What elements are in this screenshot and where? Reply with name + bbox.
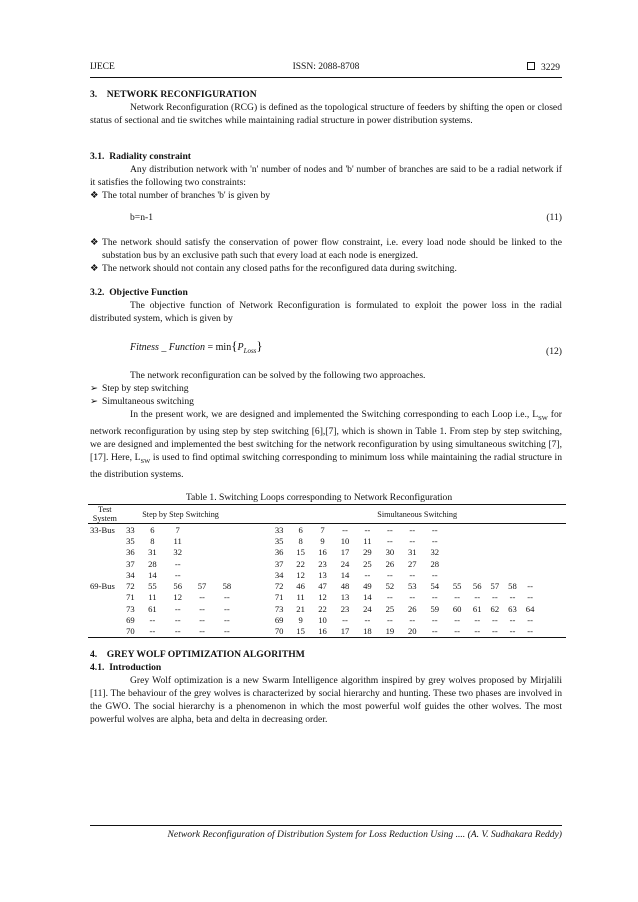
simul-cell: -- [527, 592, 533, 603]
step-cell: -- [174, 615, 181, 626]
step-cell [214, 535, 239, 546]
simul-cell: 14 [363, 592, 372, 603]
step-cell: 28 [148, 558, 157, 569]
simul-cell: 63 [508, 603, 517, 614]
simul-cell: 21 [296, 603, 305, 614]
simul-cell: 17 [340, 547, 350, 558]
gap-cell [240, 535, 269, 546]
simul-cell: -- [474, 615, 481, 626]
simul-cell [521, 535, 539, 546]
section-3-heading: 3. NETWORK RECONFIGURATION [90, 89, 257, 100]
simul-cell: 18 [363, 626, 372, 637]
simul-cell [468, 547, 486, 558]
step-cell [214, 524, 239, 536]
step-cell: 69 [126, 615, 135, 626]
table-row [88, 580, 566, 591]
simul-cell: -- [454, 592, 461, 603]
bullet-item [90, 262, 562, 275]
table-caption: Table 1. Switching Loops corresponding to Network Reconfiguration [185, 492, 453, 503]
bullet-text: The total number of branches 'b' is given by [102, 190, 271, 201]
simul-cell: -- [491, 592, 498, 603]
simul-cell: 32 [430, 547, 440, 558]
simul-cell: -- [431, 615, 438, 626]
page-number-block [527, 62, 560, 73]
system-cell [88, 547, 122, 558]
step-cell: -- [149, 615, 156, 626]
step-cell: 72 [126, 581, 135, 592]
gap-cell [240, 558, 269, 569]
simul-cell: 23 [318, 558, 327, 569]
simul-cell [504, 535, 522, 546]
step-cell: 14 [148, 569, 157, 580]
simul-cell: 64 [525, 603, 535, 614]
step-cell [214, 569, 239, 580]
step-cell: 6 [150, 524, 155, 535]
simul-cell: 22 [318, 603, 327, 614]
simul-cell: 26 [385, 558, 395, 569]
simul-cell: 24 [340, 558, 350, 569]
step-cell [190, 535, 214, 546]
step-cell: 55 [148, 581, 157, 592]
simul-cell [468, 569, 486, 580]
simul-cell [539, 524, 556, 536]
gap-cell [240, 547, 269, 558]
simul-cell: 25 [363, 558, 372, 569]
step-cell: -- [199, 592, 205, 603]
simul-cell: -- [527, 615, 533, 626]
section-4-heading: 4. GREY WOLF OPTIMIZATION ALGORITHM [90, 649, 305, 660]
simul-cell [446, 558, 468, 569]
step-cell [190, 547, 214, 558]
step-cell: -- [149, 626, 156, 637]
simul-cell: 28 [430, 558, 440, 569]
simul-cell: 34 [274, 569, 284, 580]
simul-cell: 16 [318, 547, 327, 558]
simul-cell: -- [409, 569, 416, 580]
simul-cell: 35 [274, 535, 284, 546]
section-4 [90, 648, 562, 726]
equation-11-number: (11) [546, 212, 562, 223]
simul-cell [504, 524, 522, 536]
simul-cell [468, 535, 486, 546]
table-row [88, 524, 566, 536]
simul-cell: 36 [274, 547, 284, 558]
system-cell: 69-Bus [90, 581, 115, 592]
simul-cell: 69 [274, 615, 284, 626]
simul-cell: -- [386, 524, 393, 535]
simul-cell [521, 524, 539, 536]
simul-cell: 56 [472, 581, 482, 592]
simul-cell: 10 [340, 535, 350, 546]
switching-table [88, 504, 566, 638]
simul-cell: -- [342, 524, 348, 535]
simul-cell: 60 [452, 603, 462, 614]
table-row [88, 569, 566, 580]
arrow-bullet-icon: ➢ [90, 383, 99, 394]
simul-cell [486, 524, 504, 536]
system-cell [88, 626, 122, 638]
step-cell: -- [174, 603, 181, 614]
simul-cell: -- [527, 581, 533, 592]
system-cell [88, 592, 122, 603]
simul-cell: -- [431, 569, 438, 580]
step-cell [214, 558, 239, 569]
simul-cell: 29 [363, 547, 372, 558]
checkbox-icon [527, 62, 535, 70]
simul-cell: 13 [340, 592, 350, 603]
simul-cell: 31 [408, 547, 417, 558]
step-cell: -- [199, 626, 205, 637]
step-cell: 71 [126, 592, 135, 603]
simul-cell: 52 [385, 581, 395, 592]
simul-cell [468, 524, 486, 536]
simul-cell: -- [342, 615, 348, 626]
simul-cell [521, 547, 539, 558]
journal-name: IJECE [90, 62, 115, 72]
table-row [88, 592, 566, 603]
simul-cell [521, 558, 539, 569]
step-cell: -- [174, 558, 181, 569]
simul-cell: 55 [452, 581, 462, 592]
simul-cell: 14 [340, 569, 350, 580]
simul-cell: -- [509, 626, 516, 637]
simul-cell: 25 [385, 603, 395, 614]
header-step-switching: Step by Step Switching [142, 509, 219, 519]
simul-cell [539, 558, 556, 569]
bullet-item [90, 236, 562, 262]
simul-cell: 15 [296, 626, 305, 637]
approach-item [90, 382, 562, 395]
step-cell [190, 558, 214, 569]
simul-cell: -- [364, 524, 371, 535]
step-cell: -- [224, 615, 230, 626]
simul-cell: 47 [318, 581, 327, 592]
section-3-2 [90, 286, 562, 325]
simul-cell [468, 558, 486, 569]
system-cell [88, 614, 122, 625]
simul-cell: 9 [298, 615, 303, 626]
gap-cell [240, 603, 269, 614]
simul-cell: -- [509, 615, 516, 626]
simul-cell [446, 524, 468, 536]
arrow-bullet-icon: ➢ [90, 396, 99, 407]
approach-item [90, 395, 562, 408]
simul-cell [521, 569, 539, 580]
simul-cell: -- [386, 569, 393, 580]
step-cell: 7 [175, 524, 180, 535]
simul-cell: -- [386, 615, 393, 626]
diamond-bullet-icon: ❖ [90, 190, 99, 201]
section-3-1 [90, 150, 562, 202]
equation-11: b=n-1 [130, 212, 153, 223]
step-cell: 34 [126, 569, 135, 580]
bullet-text: The network should satisfy the conservation of power flow constraint, i.e. every load node should be linked to the substation bus by an exclusive path such that every load at each node is energized. [102, 237, 562, 261]
bullet-text: The network should not contain any closed paths for the reconfigured data during switching. [102, 263, 457, 274]
simul-cell: -- [431, 592, 438, 603]
step-cell: 73 [126, 603, 135, 614]
step-cell: 56 [173, 581, 182, 592]
simul-cell: 19 [385, 626, 395, 637]
system-cell [88, 558, 122, 569]
step-cell: -- [174, 569, 181, 580]
step-cell: -- [199, 615, 205, 626]
header-test-system: Test System [92, 505, 117, 523]
simul-cell [446, 547, 468, 558]
simul-cell [504, 558, 522, 569]
simul-cell: -- [409, 524, 416, 535]
simul-cell: 62 [490, 603, 500, 614]
simul-cell: -- [386, 592, 393, 603]
simul-cell [539, 614, 556, 625]
simul-cell: 12 [318, 592, 327, 603]
simul-cell [486, 547, 504, 558]
simul-cell: 11 [363, 535, 372, 546]
simul-cell: 22 [296, 558, 305, 569]
step-cell: 33 [126, 524, 135, 535]
system-cell: 33-Bus [90, 524, 115, 535]
step-cell: 37 [126, 558, 135, 569]
simul-cell: 72 [274, 581, 284, 592]
gap-cell [240, 592, 269, 603]
present-work-paragraph: In the present work, we are designed and implemented the Switching corresponding to each Loop i.e., $L_{SW}$ for network reconfiguration by using step by step switching [6],[7], which is shown in Table 1. From step by step switching, we are designed and implemented the best switching for the network reconfiguration by using simultaneous switching [7],[17]. Here, $L_{SW}$ is used to find optimal switching corresponding to minimum loss while maintaining the radial structure in the distribution systems. [90, 409, 563, 480]
simul-cell: 20 [408, 626, 417, 637]
step-cell: 57 [197, 581, 207, 592]
simul-cell: -- [431, 535, 438, 546]
step-cell: 32 [173, 547, 182, 558]
simul-cell: 15 [296, 547, 305, 558]
step-cell: -- [224, 592, 230, 603]
simul-cell [539, 569, 556, 580]
step-cell: 35 [126, 535, 135, 546]
simul-cell: 71 [274, 592, 284, 603]
equation-12-p: P [237, 342, 244, 353]
gap-cell [240, 614, 269, 625]
simul-cell [446, 569, 468, 580]
simul-cell: 53 [408, 581, 417, 592]
simul-cell [446, 535, 468, 546]
simul-cell [504, 569, 522, 580]
simul-cell: -- [431, 626, 438, 637]
simul-cell: -- [454, 615, 461, 626]
simul-cell: -- [491, 626, 498, 637]
gap-cell [240, 524, 269, 536]
section-4-1-heading: 4.1. Introduction [90, 662, 162, 673]
table-row [88, 558, 566, 569]
simul-cell: -- [409, 592, 416, 603]
step-cell: 70 [126, 626, 135, 637]
simul-cell: 54 [430, 581, 440, 592]
equation-12-lhs: Fitness _ Function [130, 342, 205, 353]
section-3 [90, 88, 562, 127]
step-cell [190, 569, 214, 580]
simul-cell [486, 558, 504, 569]
simul-cell: 17 [340, 626, 350, 637]
simul-cell: -- [409, 535, 416, 546]
simul-cell [539, 580, 556, 591]
system-cell [88, 569, 122, 580]
simul-cell: 61 [472, 603, 482, 614]
header-simultaneous-switching: Simultaneous Switching [377, 509, 458, 519]
gap-cell [240, 626, 269, 638]
approach-text: Step by step switching [102, 383, 189, 394]
simul-cell: 58 [508, 581, 517, 592]
gap-cell [240, 580, 269, 591]
section-3-2-paragraph: The objective function of Network Reconfiguration is formulated to exploit the power loss in the radial distributed system, which is given by [90, 300, 562, 324]
simul-cell [539, 603, 556, 614]
simul-cell: 49 [363, 581, 372, 592]
step-cell: -- [224, 626, 230, 637]
simul-cell: 12 [296, 569, 305, 580]
step-cell [190, 524, 214, 536]
simul-cell: -- [364, 569, 371, 580]
equation-12-sub: Loss [243, 347, 257, 355]
simul-cell [539, 592, 556, 603]
simul-cell: 73 [274, 603, 284, 614]
page-number: 3229 [541, 63, 560, 73]
simul-cell: 70 [274, 626, 284, 637]
step-cell: 58 [222, 581, 232, 592]
gap-cell [240, 569, 269, 580]
step-cell: -- [174, 626, 181, 637]
simul-cell: 27 [408, 558, 417, 569]
step-cell: 11 [148, 592, 157, 603]
simul-cell: -- [409, 615, 416, 626]
equation-12-number: (12) [546, 346, 562, 357]
system-cell [88, 535, 122, 546]
step-cell: -- [199, 603, 205, 614]
simul-cell [539, 626, 556, 638]
simul-cell [486, 535, 504, 546]
table-row [88, 614, 566, 625]
diamond-bullet-icon: ❖ [90, 237, 99, 248]
simul-cell: -- [364, 615, 371, 626]
simul-cell: 46 [296, 581, 305, 592]
step-cell: -- [224, 603, 230, 614]
step-cell: 12 [173, 592, 182, 603]
step-cell [214, 547, 239, 558]
simul-cell: -- [491, 615, 498, 626]
simul-cell: 9 [320, 535, 325, 546]
step-cell: 31 [148, 547, 157, 558]
step-cell: 36 [126, 547, 135, 558]
header-rule [90, 77, 562, 78]
approach-text: Simultaneous switching [102, 396, 194, 407]
system-cell [88, 603, 122, 614]
step-cell: 11 [173, 535, 182, 546]
simul-cell: 30 [385, 547, 395, 558]
simul-cell: 8 [298, 535, 303, 546]
simul-cell: -- [474, 592, 481, 603]
simul-cell: 57 [490, 581, 500, 592]
simul-cell: -- [509, 592, 516, 603]
bullet-item [90, 189, 562, 202]
simul-cell: 24 [363, 603, 372, 614]
table-row [88, 626, 566, 638]
simul-cell: 6 [298, 524, 303, 535]
table-row [88, 535, 566, 546]
approaches-intro: The network reconfiguration can be solved by the following two approaches. [130, 370, 426, 381]
simul-cell [486, 569, 504, 580]
simul-cell [539, 535, 556, 546]
simul-cell: -- [431, 524, 438, 535]
step-cell: 61 [148, 603, 157, 614]
simul-cell: 13 [318, 569, 327, 580]
table-row [88, 603, 566, 614]
running-footer: Network Reconfiguration of Distribution System for Loss Reduction Using .... (A. V. Sudhakara Reddy) [167, 829, 562, 840]
section-3-1-heading: 3.1. Radiality constraint [90, 151, 192, 162]
section-4-1-paragraph: Grey Wolf optimization is a new Swarm Intelligence algorithm inspired by grey wolves proposed by Mirjalili [11]. The behaviour of the grey wolves is characterized by social hierarchy and hunting. These two phases are involved in the GWO. The social hierarchy is a phenomenon in which the most powerful wolf guides the other wolves. The most powerful wolves are alpha, beta and delta in decreasing order. [90, 675, 562, 725]
simul-cell: 33 [274, 524, 284, 535]
simul-cell: 7 [320, 524, 325, 535]
step-cell: 8 [150, 535, 155, 546]
section-3-2-heading: 3.2. Objective Function [90, 287, 188, 298]
equation-12-mid: = min [205, 342, 232, 353]
simul-cell: -- [454, 626, 461, 637]
equation-12: Fitness _ Function = $\min\{P_{Loss}\}$ [130, 338, 263, 355]
simul-cell: 10 [318, 615, 327, 626]
section-3-1-paragraph: Any distribution network with 'n' number of nodes and 'b' number of branches are said to be a radial network if it satisfies the following two constraints: [90, 164, 562, 188]
running-header [90, 62, 562, 76]
simul-cell: -- [474, 626, 481, 637]
simul-cell: -- [527, 626, 533, 637]
simul-cell: 59 [430, 603, 440, 614]
simul-cell: 16 [318, 626, 327, 637]
simul-cell: 23 [340, 603, 350, 614]
constraint-bullets [90, 236, 562, 275]
simul-cell [504, 547, 522, 558]
simul-cell: 37 [274, 558, 284, 569]
simul-cell [539, 547, 556, 558]
footer-rule [90, 825, 562, 826]
simul-cell: 11 [296, 592, 305, 603]
section-3-paragraph: Network Reconfiguration (RCG) is defined as the topological structure of feeders by shifting the open or closed status of sectional and tie switches while maintaining radial structure in power distribution systems. [90, 102, 562, 126]
table-row [88, 547, 566, 558]
approaches [90, 369, 562, 481]
simul-cell: 26 [408, 603, 417, 614]
simul-cell: -- [386, 535, 393, 546]
issn-label: ISSN: 2088-8708 [292, 62, 360, 72]
diamond-bullet-icon: ❖ [90, 263, 99, 274]
simul-cell: 48 [340, 581, 350, 592]
